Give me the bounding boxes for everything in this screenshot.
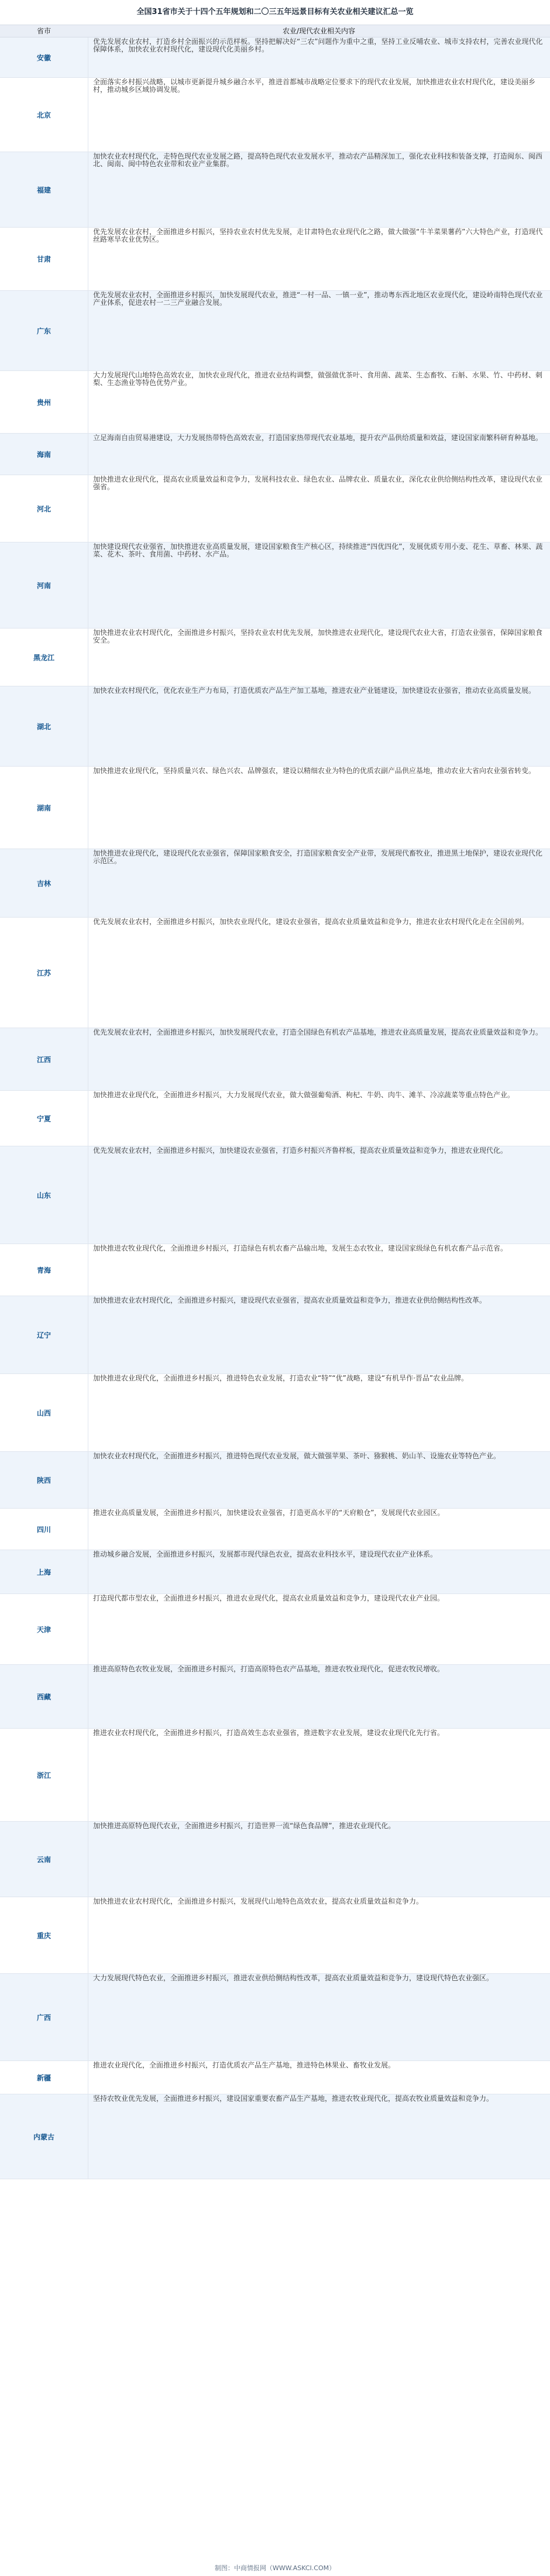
- page-title: 全国31省市关于十四个五年规划和二〇三五年远景目标有关农业相关建议汇总一览: [0, 0, 550, 25]
- province-content: 加快推进农业现代化，坚持质量兴农、绿色兴农、品牌强农，建设以精细农业为特色的优质农副产品供应基地，推动农业大省向农业强省转变。: [93, 767, 536, 775]
- province-name: 海南: [0, 434, 88, 475]
- table-row: [0, 291, 550, 371]
- province-content: 加快推进农业现代化，建设现代化农业强省，保障国家粮食安全，打造国家粮食安全产业带，发展现代畜牧业，推进黑土地保护，建设农业现代化示范区。: [93, 849, 543, 865]
- table-row: [0, 1550, 550, 1594]
- province-name: 河北: [0, 475, 88, 542]
- province-content: 优先发展农业农村，全面推进乡村振兴，加快农业现代化，建设农业强省，提高农业质量效益和竞争力，推进农业农村现代化走在全国前列。: [93, 918, 529, 926]
- table-body: [0, 37, 550, 2179]
- table-row: [0, 1822, 550, 1897]
- table-row: [0, 1509, 550, 1550]
- province-name: 广西: [0, 1974, 88, 2060]
- province-content: 加快推进农业农村现代化，全面推进乡村振兴，坚持农业农村优先发展，加快推进农业现代化，建设现代农业大省，打造农业强省，保障国家粮食安全。: [93, 628, 543, 644]
- province-name: 辽宁: [0, 1296, 88, 1373]
- province-content: 优先发展农业农村，全面推进乡村振兴，坚持农业农村优先发展，走甘肃特色农业现代化之路，做大做强“牛羊菜果薯药”六大特色产业，打造现代丝路寒旱农业优势区。: [93, 228, 543, 243]
- province-name: 青海: [0, 1244, 88, 1296]
- table-row: [0, 1974, 550, 2061]
- table-row: [0, 2094, 550, 2179]
- province-name: 浙江: [0, 1729, 88, 1821]
- province-name: 吉林: [0, 849, 88, 917]
- province-name: 西藏: [0, 1665, 88, 1728]
- province-content: 优先发展农业农村，全面推进乡村振兴，加快发展现代农业，推进“一村一品、一镇一业”，推动粤东西北地区农业现代化，建设岭南特色现代农业产业体系，促进农村一二三产业融合发展。: [93, 291, 543, 307]
- province-name: 湖南: [0, 767, 88, 849]
- table-row: [0, 686, 550, 767]
- province-name: 北京: [0, 78, 88, 152]
- table-row: [0, 371, 550, 434]
- table-row: [0, 2061, 550, 2094]
- province-content: 大力发展现代山地特色高效农业，加快农业现代化，推进农业结构调整，做强做优茶叶、食用菌、蔬菜、生态畜牧、石斛、水果、竹、中药材、刺梨、生态渔业等特色优势产业。: [93, 371, 543, 387]
- province-content: 加快推进农业农村现代化，全面推进乡村振兴，建设现代农业强省，提高农业质量效益和竞争力，推进农业供给侧结构性改革。: [93, 1296, 487, 1304]
- table-row: [0, 475, 550, 542]
- province-content: 加快农业农村现代化，全面推进乡村振兴，推进特色现代农业发展，做大做强苹果、茶叶、猕猴桃、奶山羊、设施农业等特色产业。: [93, 1452, 501, 1460]
- table-row: [0, 767, 550, 849]
- table-row: [0, 1028, 550, 1091]
- province-name: 江西: [0, 1028, 88, 1090]
- province-content: 坚持农牧业优先发展，全面推进乡村振兴，建设国家重要农畜产品生产基地，推进农牧业现代化，提高农牧业质量效益和竞争力。: [93, 2094, 494, 2103]
- table-row: [0, 1091, 550, 1146]
- table-row: [0, 849, 550, 918]
- footer-source: 制图：中商情报网（WWW.ASKCI.COM）: [0, 2561, 550, 2576]
- province-name: 广东: [0, 291, 88, 370]
- province-content: 加快推进农牧业现代化，全面推进乡村振兴，打造绿色有机农畜产品输出地，发展生态农牧业，建设国家级绿色有机农畜产品示范省。: [93, 1244, 508, 1252]
- table-row: [0, 152, 550, 228]
- province-content: 推进农业现代化，全面推进乡村振兴，打造优质农产品生产基地，推进特色林果业、畜牧业发展。: [93, 2061, 396, 2069]
- province-name: 云南: [0, 1822, 88, 1897]
- province-name: 上海: [0, 1550, 88, 1593]
- province-content: 加快农业农村现代化，走特色现代农业发展之路，提高特色现代农业发展水平，推动农产品精深加工，强化农业科技和装备支撑，打造闽东、闽西北、闽南、闽中特色农业带和农业产业集群。: [93, 152, 543, 168]
- province-content: 加快推进高原特色现代农业，全面推进乡村振兴，打造世界一流“绿色食品牌”，推进农业现代化。: [93, 1822, 396, 1830]
- province-content: 加快推进农业现代化，全面推进乡村振兴，大力发展现代农业，做大做强葡萄酒、枸杞、牛奶、肉牛、滩羊、冷凉蔬菜等重点特色产业。: [93, 1091, 515, 1099]
- province-name: 山西: [0, 1374, 88, 1451]
- province-content: 大力发展现代特色农业，全面推进乡村振兴，推进农业供给侧结构性改革，提高农业质量效益和竞争力，建设现代特色农业强区。: [93, 1974, 494, 1982]
- table-row: [0, 1244, 550, 1296]
- table-row: [0, 1897, 550, 1974]
- province-content: 推动城乡融合发展，全面推进乡村振兴，发展都市现代绿色农业，提高农业科技水平，建设现代农业产业体系。: [93, 1550, 438, 1558]
- table-row: [0, 918, 550, 1028]
- province-name: 贵州: [0, 371, 88, 433]
- table-row: [0, 1594, 550, 1665]
- table-row: [0, 1296, 550, 1374]
- province-column-header: 省市: [36, 27, 51, 35]
- province-content: 打造现代都市型农业，全面推进乡村振兴，推进农业现代化，提高农业质量效益和竞争力，建设现代农业产业园。: [93, 1594, 445, 1602]
- content-column-header: 农业/现代农业相关内容: [282, 27, 356, 35]
- province-name: 湖北: [0, 686, 88, 766]
- province-name: 陕西: [0, 1452, 88, 1508]
- province-name: 内蒙古: [0, 2094, 88, 2179]
- province-content: 加快推进农业现代化，提高农业质量效益和竞争力，发展科技农业、绿色农业、品牌农业、质量农业，深化农业供给侧结构性改革，建设现代农业强省。: [93, 475, 543, 491]
- table-row: [0, 37, 550, 78]
- province-name: 安徽: [0, 37, 88, 77]
- province-name: 重庆: [0, 1897, 88, 1973]
- province-name: 甘肃: [0, 228, 88, 290]
- province-content: 优先发展农业农村，全面推进乡村振兴，加快建设农业强省，打造乡村振兴齐鲁样板，提高农业质量效益和竞争力，推进农业现代化。: [93, 1146, 508, 1155]
- table-header: [0, 25, 550, 37]
- province-name: 四川: [0, 1509, 88, 1550]
- table-row: [0, 542, 550, 628]
- table-row: [0, 628, 550, 686]
- table-row: [0, 1146, 550, 1244]
- table-row: [0, 434, 550, 475]
- table-row: [0, 228, 550, 291]
- province-content: 优先发展农业农村，打造乡村全面振兴的示范样板。坚持把解决好“三农”问题作为重中之重，坚持工业反哺农业、城市支持农村，完善农业现代化保障体系，加快农业农村现代化，建设现代化美丽乡村。: [93, 37, 543, 53]
- province-content: 推进农业高质量发展，全面推进乡村振兴，加快建设农业强省，打造更高水平的“天府粮仓”，发展现代农业园区。: [93, 1509, 445, 1517]
- province-name: 福建: [0, 152, 88, 227]
- table-row: [0, 1452, 550, 1509]
- province-content: 加快农业农村现代化，优化农业生产力布局，打造优质农产品生产加工基地，推进农业产业链建设，加快建设农业强省，推动农业高质量发展。: [93, 686, 536, 695]
- province-content: 优先发展农业农村，全面推进乡村振兴，加快发展现代农业，打造全国绿色有机农产品基地，推进农业高质量发展，提高农业质量效益和竞争力。: [93, 1028, 543, 1036]
- province-name: 宁夏: [0, 1091, 88, 1146]
- province-content: 加快推进农业农村现代化，全面推进乡村振兴，发展现代山地特色高效农业，提高农业质量效益和竞争力。: [93, 1897, 424, 1905]
- province-name: 天津: [0, 1594, 88, 1664]
- province-name: 新疆: [0, 2061, 88, 2094]
- table-row: [0, 1374, 550, 1452]
- province-name: 河南: [0, 542, 88, 628]
- province-content: 全面落实乡村振兴战略，以城市更新提升城乡融合水平，推进首都城市战略定位要求下的现代农业发展，加快推进农业农村现代化，建设美丽乡村，推动城乡区域协调发展。: [93, 78, 536, 94]
- province-name: 黑龙江: [0, 628, 88, 686]
- table-row: [0, 1729, 550, 1822]
- table-row: [0, 78, 550, 152]
- province-name: 山东: [0, 1146, 88, 1244]
- table-row: [0, 1665, 550, 1729]
- province-content: 加快推进农业现代化，全面推进乡村振兴，推进特色农业发展，打造农业“特”“优”战略，建设“有机旱作·晋品”农业品牌。: [93, 1374, 469, 1382]
- province-content: 推进高原特色农牧业发展，全面推进乡村振兴，打造高原特色农产品基地，推进农牧业现代化，促进农牧民增收。: [93, 1665, 445, 1673]
- province-content: 加快建设现代农业强省，加快推进农业高质量发展，建设国家粮食生产核心区，持续推进“四优四化”，发展优质专用小麦、花生、草畜、林果、蔬菜、花木、茶叶、食用菌、中药材、水产品。: [93, 542, 543, 558]
- province-content: 推进农业农村现代化，全面推进乡村振兴，打造高效生态农业强省，推进数字农业发展，建设农业现代化先行省。: [93, 1729, 445, 1737]
- province-content: 立足海南自由贸易港建设，大力发展热带特色高效农业，打造国家热带现代农业基地，提升农产品供给质量和效益，建设国家南繁科研育种基地。: [93, 434, 543, 442]
- province-name: 江苏: [0, 918, 88, 1028]
